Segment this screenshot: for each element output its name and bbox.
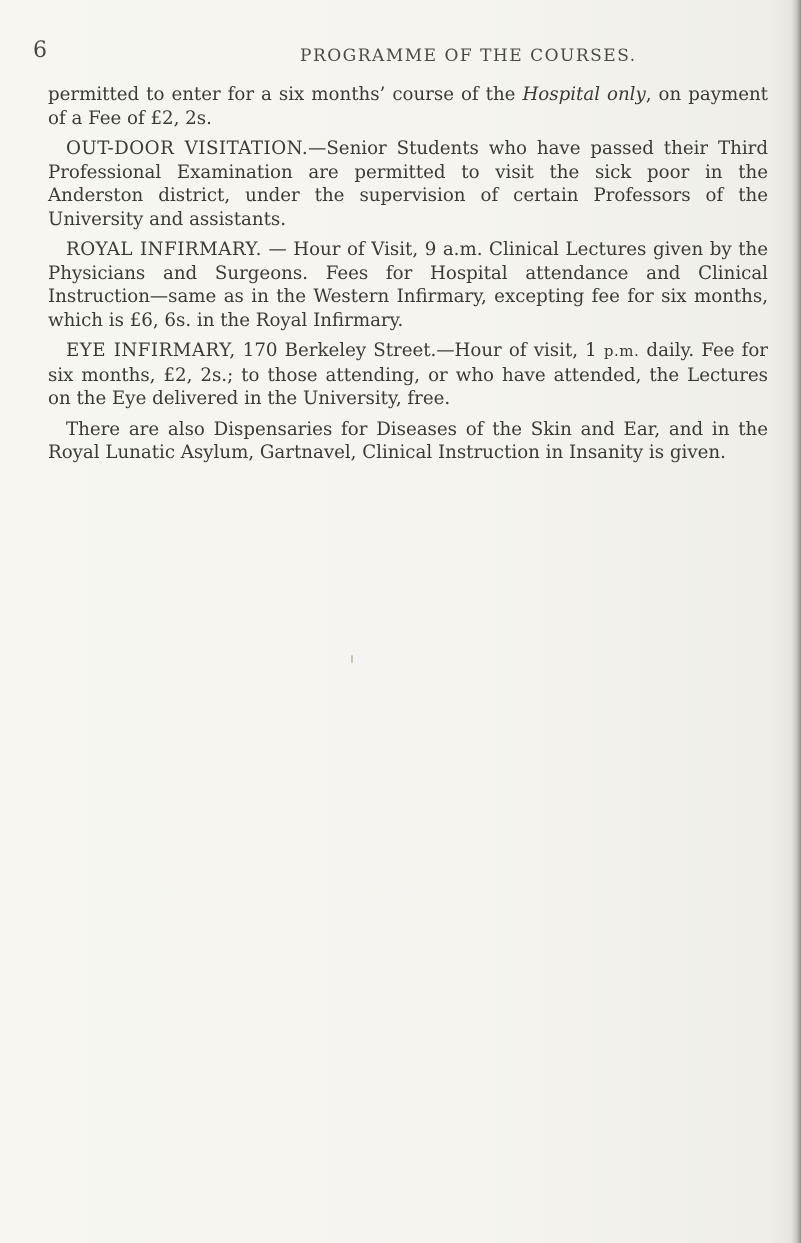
paragraph-dispensaries xyxy=(48,418,768,465)
paper-speck xyxy=(351,655,353,663)
running-title: PROGRAMME OF THE COURSES. xyxy=(300,46,637,66)
paragraph-text: , on payment of a Fee of £2, 2s. xyxy=(48,84,768,129)
paragraph-hospital-fee xyxy=(48,83,768,130)
paragraph-royal-infirmary xyxy=(48,238,768,332)
paragraph-text: permitted to enter for a six months’ course of the xyxy=(48,84,523,105)
paragraph-text: — Hour of Visit, 9 a.m. Clinical Lectures given by the Physicians and Surgeons. Fees for Hospital attendance and Clinical Instruction—same as in the Western Infirmary, excepting fee for six months, which is £6, 6s. in the Royal Infirmary. xyxy=(48,239,768,331)
paragraph-text: daily. Fee for six months, £2, 2s.; to those attending, or who have attended, the Lectures on the Eye delivered in the University, free. xyxy=(48,340,768,409)
section-heading: ROYAL INFIRMARY. xyxy=(66,239,262,260)
page-number: 6 xyxy=(33,38,47,63)
small-caps-text: p.m. xyxy=(603,342,640,360)
emphasis-text: Hospital only xyxy=(522,84,646,105)
section-heading: EYE INFIRMARY, xyxy=(66,340,236,361)
paragraph-text: 170 Berkeley Street.—Hour of visit, 1 xyxy=(235,340,604,361)
paragraph-eye-infirmary xyxy=(48,339,768,411)
section-heading: OUT-DOOR VISITATION. xyxy=(66,138,309,159)
paragraph-out-door-visitation xyxy=(48,137,768,231)
page-edge-shadow xyxy=(791,0,801,1243)
body-text xyxy=(48,83,768,472)
paragraph-text: —Senior Students who have passed their Third Professional Examination are permitted to visit the sick poor in the Anderston district, under the supervision of certain Professors of the University and assistants. xyxy=(48,138,768,230)
paragraph-text: There are also Dispensaries for Diseases of the Skin and Ear, and in the Royal Lunatic Asylum, Gartnavel, Clinical Instruction in Insanity is given. xyxy=(48,418,768,463)
